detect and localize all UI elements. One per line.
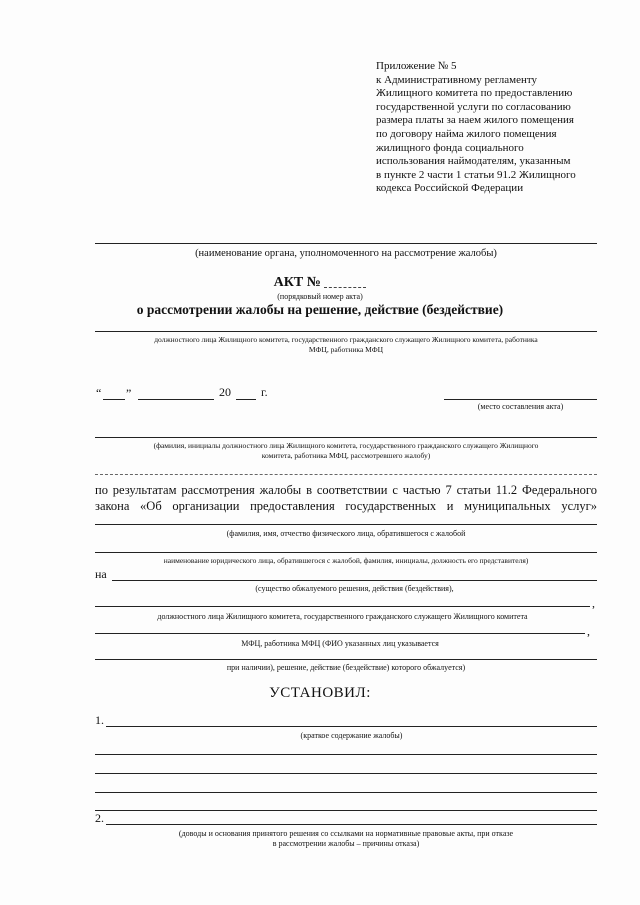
applicant-caption: (фамилия, имя, отчество физического лица, обратившегося с жалобой (226, 529, 466, 538)
item1-extra-line[interactable] (95, 792, 597, 793)
item1-extra-line[interactable] (95, 810, 597, 811)
organ-name-field[interactable] (95, 243, 597, 244)
appendix-line: размера платы за наем жилого помещения (376, 114, 574, 127)
subject-caption: (существо обжалуемого решения, действия (бездействия), (255, 584, 454, 593)
item1-field[interactable] (106, 726, 597, 727)
established-heading: УСТАНОВИЛ: (269, 685, 371, 701)
date-open-quote: “ (96, 386, 102, 400)
item2-number: 2. (95, 811, 104, 825)
appendix-line: по договору найма жилого помещения (376, 127, 557, 140)
official-caption-2: МФЦ, работника МФЦ (308, 345, 384, 354)
act-number-field[interactable] (324, 275, 366, 288)
date-year-suffix: г. (261, 385, 268, 399)
act-title-text: АКТ № (273, 275, 321, 290)
item2-field[interactable] (106, 824, 597, 825)
date-close-quote: ” (126, 386, 132, 400)
date-day-field[interactable] (103, 399, 125, 400)
presence-caption: при наличии), решение, действие (бездействие) которого обжалуется) (226, 663, 466, 672)
act-title (0, 275, 640, 291)
appendix-line: Приложение № 5 (376, 60, 457, 72)
on-label: на (95, 567, 107, 581)
appendix-line: кодекса Российской Федерации (376, 182, 524, 195)
appendix-line: государственной услуги по согласованию (376, 100, 571, 113)
appendix-line: жилищного фонда социального (376, 141, 524, 154)
act-subtitle: о рассмотрении жалобы на решение, действие (бездействие) (136, 302, 504, 317)
applicant-field[interactable] (95, 524, 597, 525)
item2-caption-2: в рассмотрении жалобы – причины отказа) (272, 839, 420, 848)
item1-caption: (краткое содержание жалобы) (300, 731, 403, 740)
item1-number: 1. (95, 713, 104, 727)
item1-extra-line[interactable] (95, 754, 597, 755)
appendix-line: в пункте 2 части 1 статьи 91.2 Жилищного (376, 168, 576, 181)
subject-field[interactable] (112, 580, 597, 581)
reviewer-field[interactable] (95, 437, 597, 438)
act-number-caption: (порядковый номер акта) (277, 292, 363, 301)
date-month-field[interactable] (138, 399, 214, 400)
result-line-2: закона «Об организации предоставления государственных и муниципальных услуг» (95, 499, 597, 513)
place-field[interactable] (444, 399, 597, 400)
date-year-prefix: 20 (219, 385, 231, 399)
place-caption: (место составления акта) (477, 402, 564, 411)
reviewer-extra-line[interactable] (95, 474, 597, 475)
appendix-line: Жилищного комитета по предоставлению (376, 87, 573, 100)
item1-extra-line[interactable] (95, 773, 597, 774)
official-field[interactable] (95, 331, 597, 332)
appendix-line: к Административному регламенту (376, 73, 538, 86)
official-caption-1: должностного лица Жилищного комитета, государственного гражданского служащего Жилищного комитета, работника (154, 335, 538, 344)
comma-1: , (592, 596, 595, 610)
result-line-1: по результатам рассмотрения жалобы в соответствии с частью 7 статьи 11.2 Федерального (95, 483, 597, 497)
comma-2: , (587, 624, 590, 638)
date-year-field[interactable] (236, 399, 256, 400)
presence-field[interactable] (95, 659, 597, 660)
official2-caption: должностного лица Жилищного комитета, государственного гражданского служащего Жилищного комитета (157, 612, 528, 621)
legal-entity-field[interactable] (95, 552, 597, 553)
mfc-caption: МФЦ, работника МФЦ (ФИО указанных лиц указывается (241, 639, 439, 648)
reviewer-caption-1: (фамилия, инициалы должностного лица Жилищного комитета, государственного гражданского служащего Жилищного (153, 441, 539, 450)
appendix-line: использования наймодателям, указанным (376, 155, 571, 168)
official2-field[interactable] (95, 606, 590, 607)
item2-caption-1: (доводы и основания принятого решения со ссылками на нормативные правовые акты, при отказе (178, 829, 514, 838)
appendix-block (376, 60, 616, 196)
reviewer-caption-2: комитета, работника МФЦ, рассмотревшего жалобу) (261, 451, 431, 460)
organ-caption: (наименование органа, уполномоченного на рассмотрение жалобы) (195, 248, 497, 259)
legal-entity-caption: наименование юридического лица, обратившегося с жалобой, фамилия, инициалы, должность его представителя) (163, 556, 529, 565)
mfc-field[interactable] (95, 633, 585, 634)
